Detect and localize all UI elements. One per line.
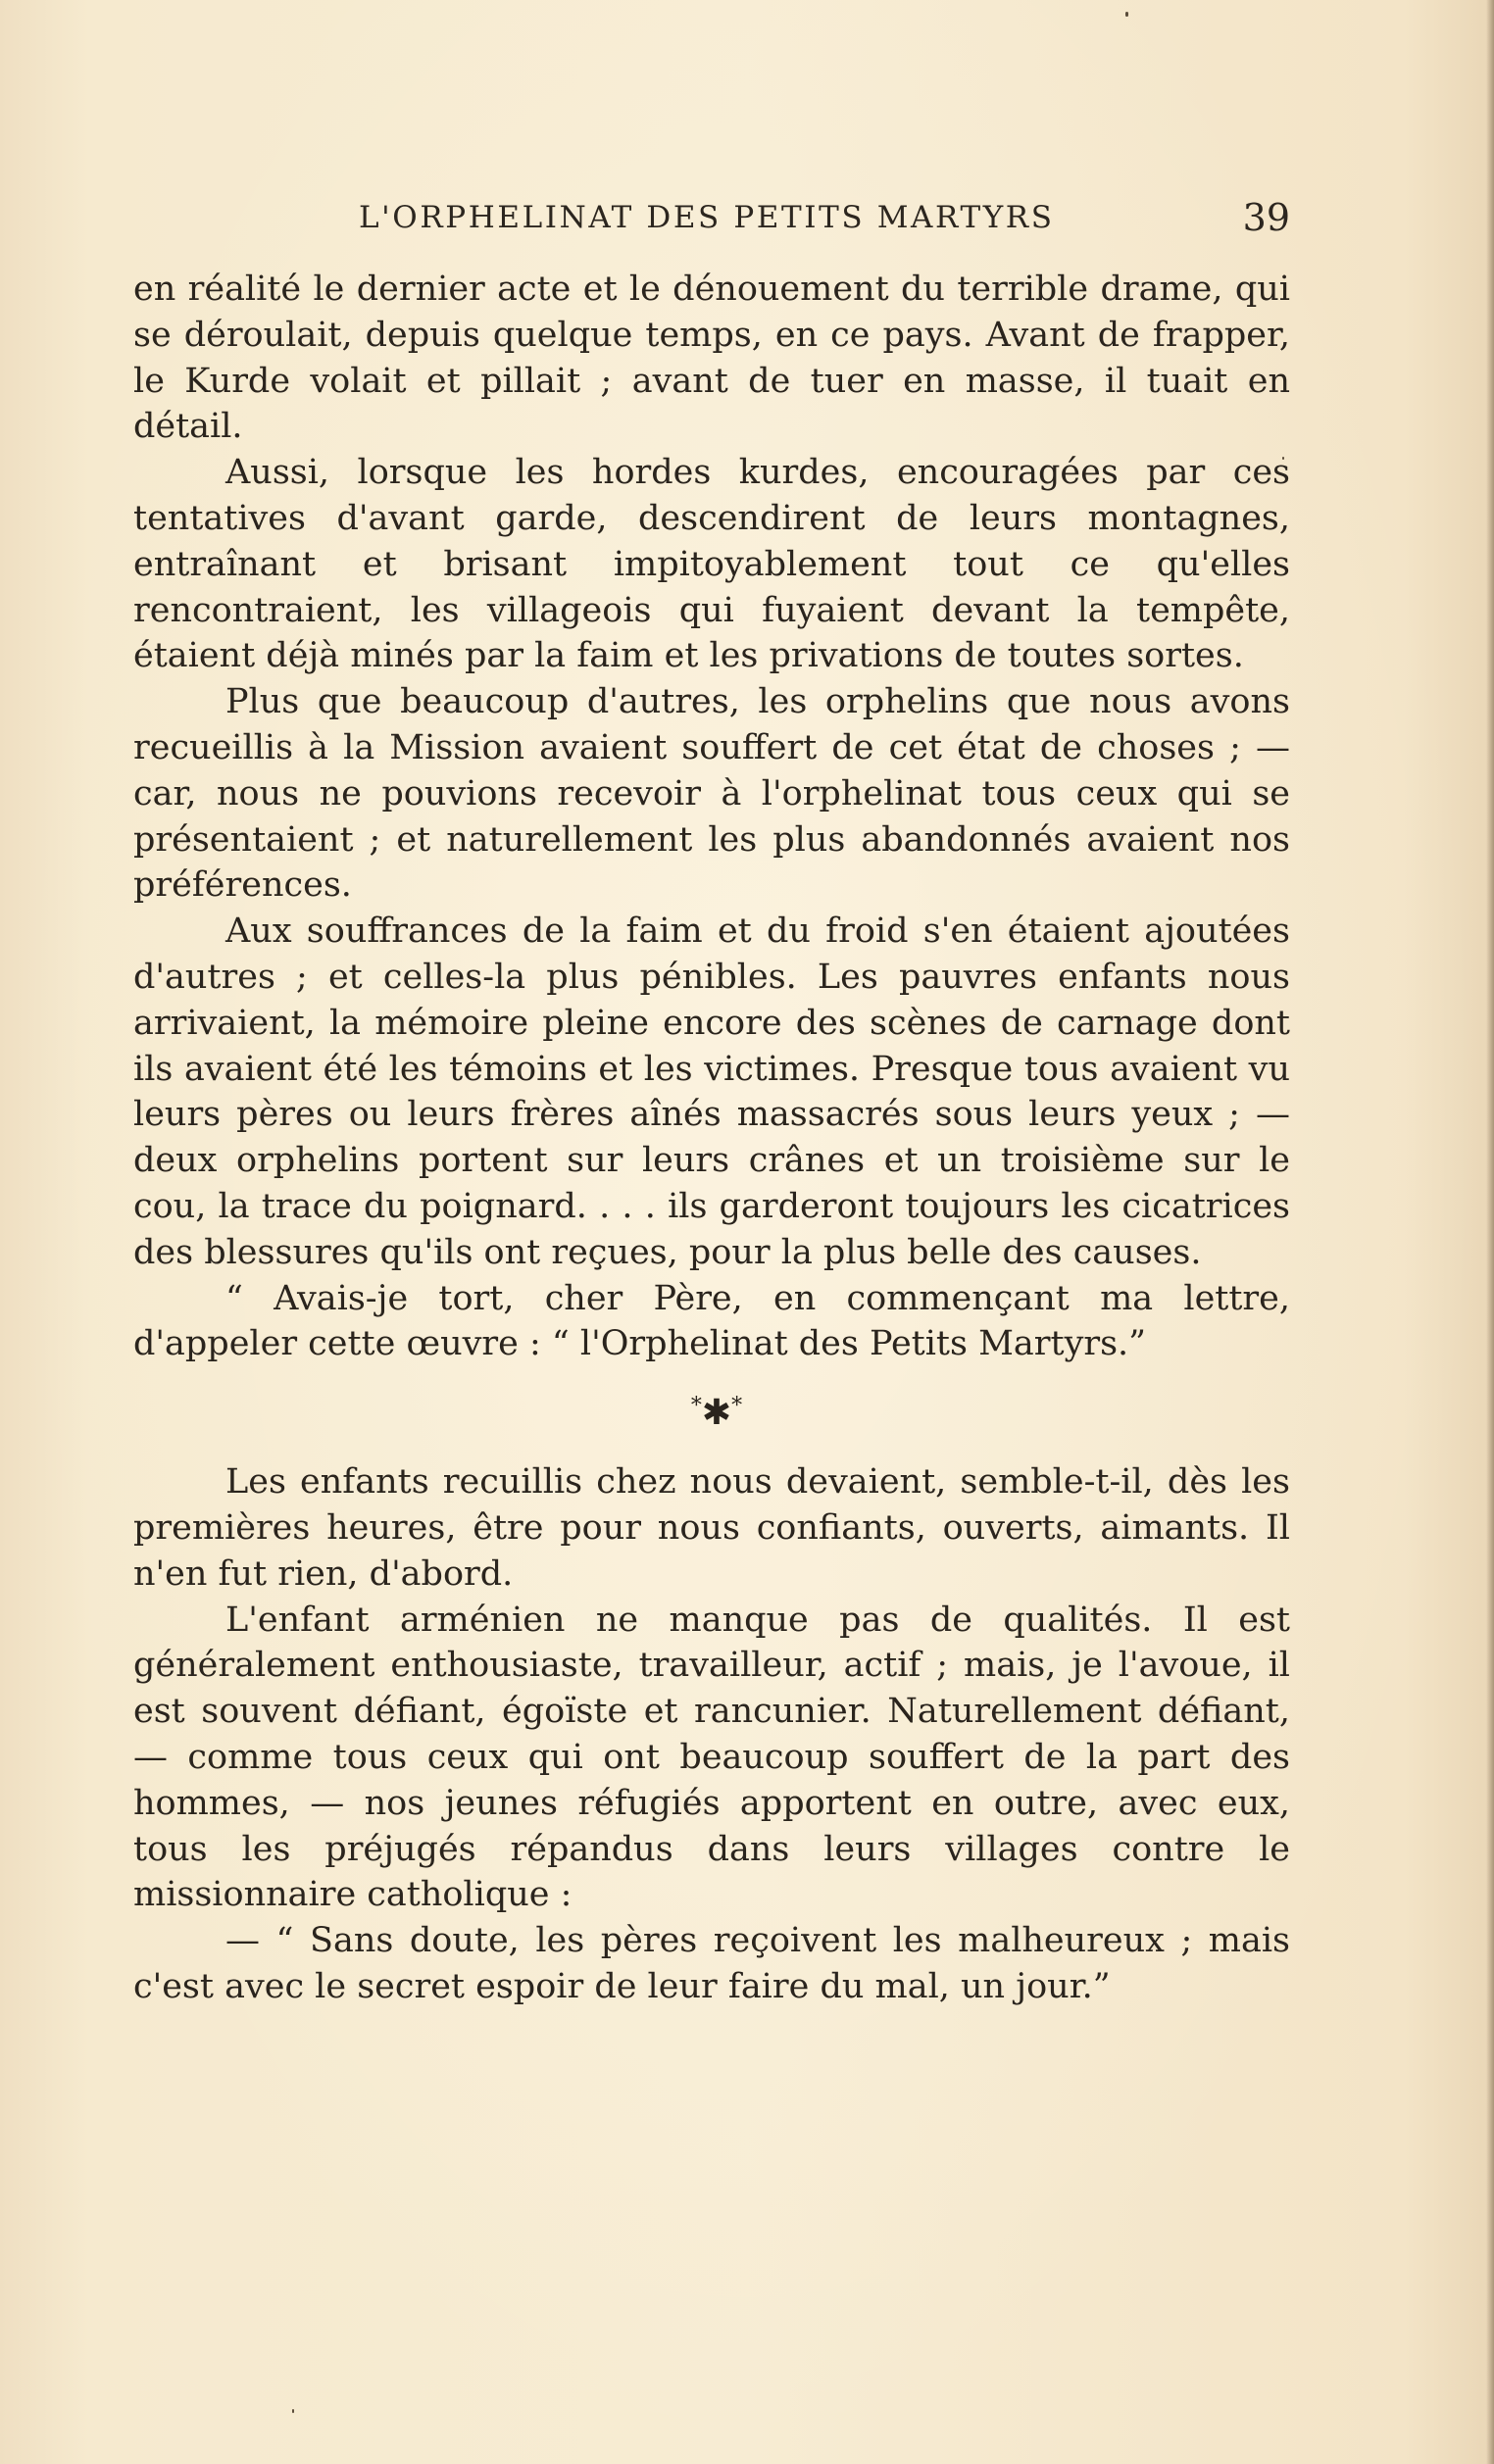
paragraph: “ Avais-je tort, cher Père, en commençant ma lettre, d'appeler cette œuvre : “ l'Orphelinat des Petits Martyrs.”: [133, 1278, 1290, 1364]
page-number: 39: [1242, 196, 1290, 239]
paragraph: Aussi, lorsque les hordes kurdes, encouragées par ces tentatives d'avant garde, descendirent de leurs montagnes, entraînant et brisant impitoyablement tout ce qu'elles rencontraient, les villageois qui fuyaient devant la tempête, étaient déjà minés par la faim et les privations de toutes sortes.: [133, 453, 1290, 676]
paragraph: L'enfant arménien ne manque pas de qualités. Il est généralement enthousiaste, travailleur, actif ; mais, je l'avoue, il est souvent défiant, égoïste et rancunier. Naturellement défiant, — comme tous ceux qui ont beaucoup souffert de la part des hommes, — nos jeunes réfugiés apportent en outre, avec eux, tous les préjugés répandus dans leurs villages contre le missionnaire catholique :: [133, 1600, 1290, 1915]
running-head: L'ORPHELINAT DES PETITS MARTYRS: [359, 200, 1055, 235]
page-header: [133, 196, 1290, 245]
paragraph: — “ Sans doute, les pères reçoivent les malheureux ; mais c'est avec le secret espoir de leur faire du mal, un jour.”: [133, 1921, 1290, 2006]
paper-speck: [1125, 12, 1128, 17]
section-break-asterism: [133, 1367, 1290, 1459]
paragraph: Aux souffrances de la faim et du froid s'en étaient ajoutées d'autres ; et celles-la plus pénibles. Les pauvres enfants nous arrivaient, la mémoire pleine encore des scènes de carnage dont ils avaient été les témoins et les victimes. Presque tous avaient vu leurs pères ou leurs frères aînés massacrés sous leurs yeux ; — deux orphelins portent sur leurs crânes et un troisième sur le cou, la trace du poignard. . . . ils garderont toujours les cicatrices des blessures qu'ils ont reçues, pour la plus belle des causes.: [133, 912, 1290, 1272]
paragraph: Les enfants recuillis chez nous devaient, semble-t-il, dès les premières heures, être pour nous confiants, ouverts, aimants. Il n'en fut rien, d'abord.: [133, 1462, 1290, 1594]
asterism-star-left: *: [690, 1394, 702, 1419]
paragraph: Plus que beaucoup d'autres, les orphelins que nous avons recueillis à la Mission avaient souffert de cet état de choses ; — car, nous ne pouvions recevoir à l'orphelinat tous ceux qui se présentaient ; et naturellement les plus abandonnés avaient nos préférences.: [133, 682, 1290, 906]
asterism-star-center: ✱: [701, 1393, 732, 1434]
paper-speck: [292, 2409, 294, 2413]
body-text: [133, 267, 1290, 2010]
asterism-star-right: *: [731, 1394, 743, 1419]
paragraph: en réalité le dernier acte et le dénouement du terrible drame, qui se déroulait, depuis quelque temps, en ce pays. Avant de frapper, le Kurde volait et pillait ; avant de tuer en masse, il tuait en détail.: [133, 270, 1290, 447]
page-edge-shadow: [1486, 0, 1494, 2464]
